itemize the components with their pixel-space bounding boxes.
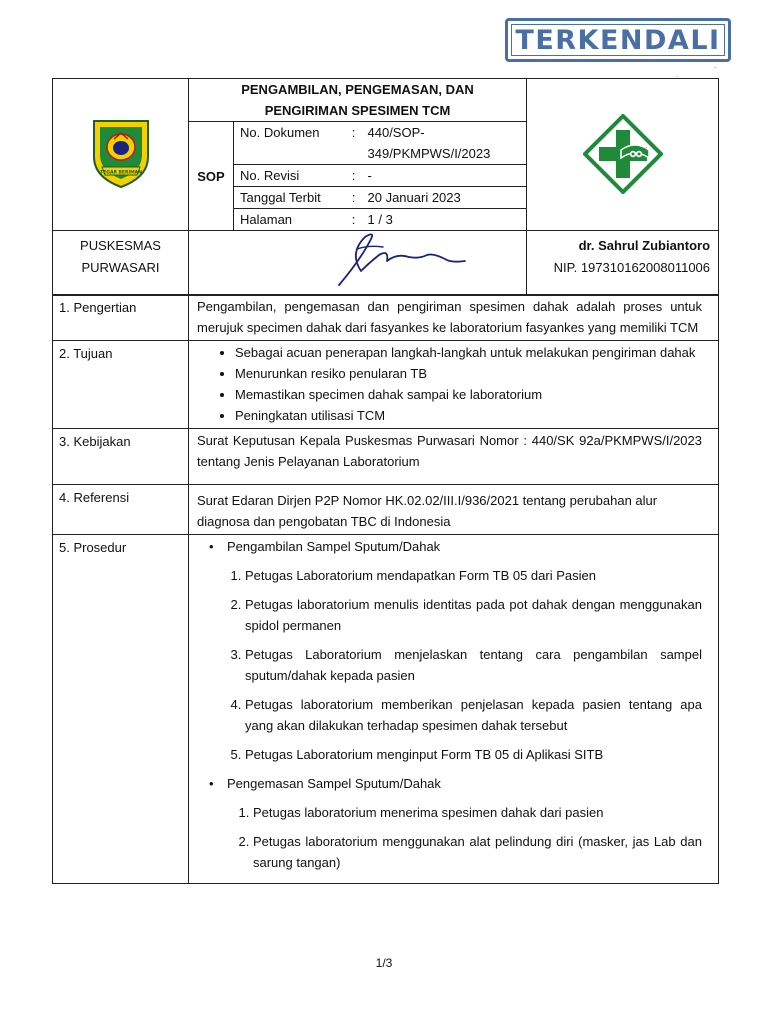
label-referensi: 4. Referensi [53, 485, 189, 535]
puskesmas-line1: PUSKESMAS [80, 238, 161, 253]
meta-key-no-revisi: No. Revisi [234, 165, 344, 187]
label-prosedur: 5. Prosedur [53, 535, 189, 884]
puskesmas-name [53, 231, 189, 296]
prosedur-group2-title: • Pengemasan Sampel Sputum/Dahak [197, 773, 702, 794]
sop-header-table [52, 78, 719, 296]
sop-title-line1: PENGAMBILAN, PENGEMASAN, DAN [241, 82, 474, 97]
list-item: 1. Petugas laboratorium menerima spesimen dahak dari pasien [253, 802, 702, 823]
meta-sep: : [344, 165, 364, 187]
sop-label: SOP [189, 122, 234, 231]
stamp-text: TERKENDALI [515, 24, 721, 56]
left-logo-cell [53, 79, 189, 231]
right-logo-cell [527, 79, 719, 231]
meta-sep: : [344, 187, 364, 209]
label-tujuan: 2. Tujuan [53, 341, 189, 429]
signature-icon [269, 231, 509, 293]
text-pengertian: Pengambilan, pengemasan dan pengiriman spesimen dahak adalah proses untuk merujuk specimen dahak dari fasyankes ke laboratorium fasyankes yang memiliki TCM [189, 295, 719, 341]
list-item: 1. Petugas Laboratorium mendapatkan Form TB 05 dari Pasien [245, 565, 702, 586]
meta-key-no-dokumen: No. Dokumen [234, 122, 344, 165]
page-number: 1/3 [375, 956, 393, 970]
meta-key-tanggal-terbit: Tanggal Terbit [234, 187, 344, 209]
prosedur-group1-steps [197, 565, 702, 765]
meta-value-no-revisi: - [364, 165, 527, 187]
meta-sep: : [344, 122, 364, 165]
speck: . [676, 70, 679, 79]
list-item: 5. Petugas Laboratorium menginput Form TB 05 di Aplikasi SITB [245, 744, 702, 765]
bogor-regency-emblem-icon [88, 117, 154, 191]
prosedur-group1-title: • Pengambilan Sampel Sputum/Dahak [197, 536, 702, 557]
signature-cell [189, 231, 527, 296]
no-dokumen-line1: 440/SOP- [367, 125, 425, 140]
text-referensi: Surat Edaran Dirjen P2P Nomor HK.02.02/III.I/936/2021 tentang perubahan alur diagnosa dan pengobatan TBC di Indonesia [189, 485, 719, 535]
list-item: 2. Petugas laboratorium menggunakan alat pelindung diri (masker, jas Lab dan sarung tangan) [253, 831, 702, 873]
sop-title-line2: PENGIRIMAN SPESIMEN TCM [264, 103, 451, 118]
doctor-name: dr. Sahrul Zubiantoro [578, 238, 711, 253]
meta-value-no-dokumen [364, 122, 527, 165]
list-item: • Memastikan specimen dahak sampai ke laboratorium [235, 384, 702, 405]
puskesmas-line2: PURWASARI [81, 260, 160, 275]
label-kebijakan: 3. Kebijakan [53, 429, 189, 485]
doctor-info [527, 231, 719, 296]
list-item: • Menurunkan resiko penularan TB [235, 363, 702, 384]
prosedur-group2-steps [197, 802, 702, 873]
terkendali-stamp [505, 18, 731, 62]
list-item: 2. Petugas laboratorium menulis identitas pada pot dahak dengan menggunakan spidol permanen [245, 594, 702, 636]
prosedur-content [189, 535, 719, 884]
list-item: • Peningkatan utilisasi TCM [235, 405, 702, 426]
list-item: • Sebagai acuan penerapan langkah-langkah untuk melakukan pengiriman dahak [235, 342, 702, 363]
tujuan-content [189, 341, 719, 429]
no-dokumen-line2: 349/PKMPWS/I/2023 [367, 146, 491, 161]
list-item: 4. Petugas laboratorium memberikan penjelasan kepada pasien tentang apa yang akan dilakukan terhadap spesimen dahak tersebut [245, 694, 702, 736]
meta-key-halaman: Halaman [234, 209, 344, 231]
puskesmas-logo-icon [583, 114, 663, 194]
text-kebijakan: Surat Keputusan Kepala Puskesmas Purwasari Nomor : 440/SK 92a/PKMPWS/I/2023 tentang Jenis Pelayanan Laboratorium [189, 429, 719, 485]
list-item: 3. Petugas Laboratorium menjelaskan tentang cara pengambilan sampel sputum/dahak kepada pasien [245, 644, 702, 686]
speck: - [714, 63, 717, 72]
meta-value-tanggal-terbit: 20 Januari 2023 [364, 187, 527, 209]
meta-value-halaman: 1 / 3 [364, 209, 527, 231]
meta-sep: : [344, 209, 364, 231]
logo-motto: TEGAR BERIMAN [99, 170, 142, 176]
sop-title [189, 79, 527, 122]
tujuan-list [197, 342, 702, 426]
label-pengertian: 1. Pengertian [53, 295, 189, 341]
doctor-nip: NIP. 197310162008011006 [553, 260, 711, 275]
sop-body-table [52, 294, 719, 884]
